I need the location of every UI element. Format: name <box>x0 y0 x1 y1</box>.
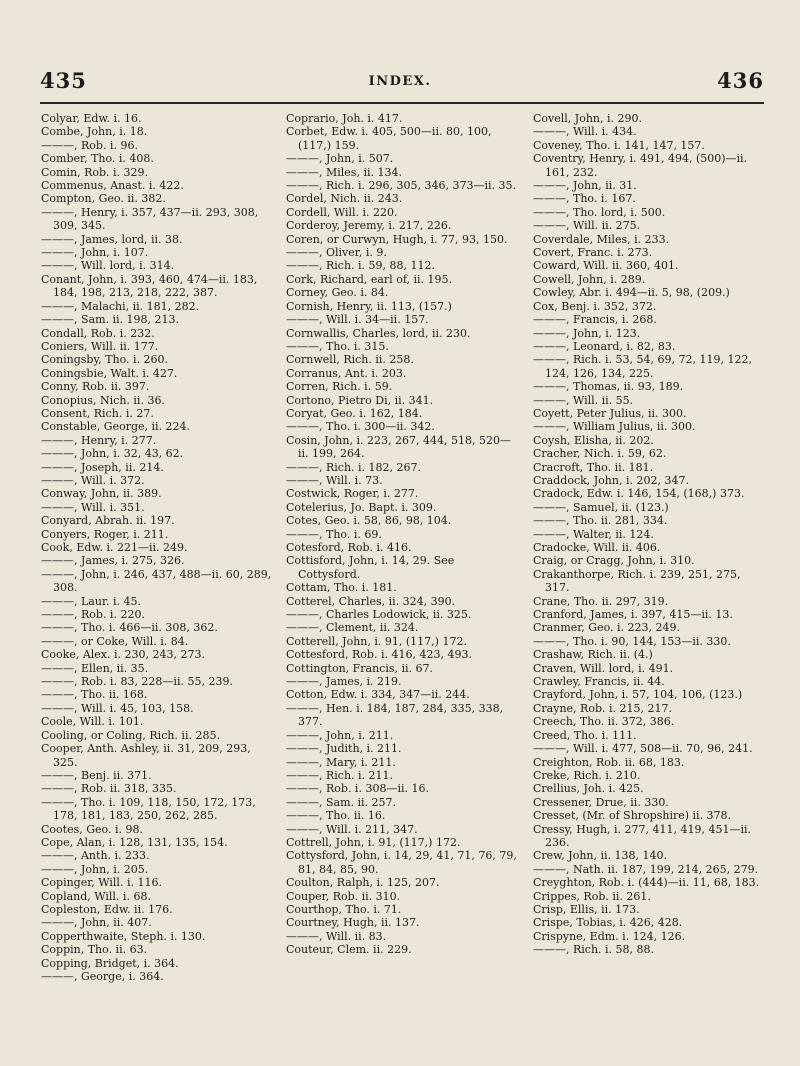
index-entry: ———, Henry, i. 277. <box>41 433 157 447</box>
index-entry: Conopius, Nich. ii. 36. <box>41 393 165 407</box>
index-entry: Cotterell, John, i. 91, (117,) 172. <box>286 634 467 648</box>
index-entry: Covell, John, i. 290. <box>533 112 642 125</box>
index-entry: ———, Francis, i. 268. <box>533 313 657 327</box>
page-header <box>0 68 800 102</box>
index-entry: Combe, John, i. 18. <box>41 125 148 139</box>
index-entry: Cotton, Edw. i. 334, 347—ii. 244. <box>286 688 470 702</box>
index-entry: Crakanthorpe, Rich. i. 239, 251, 275, 317. <box>533 567 741 595</box>
index-entry: Coveney, Tho. i. 141, 147, 157. <box>533 138 705 152</box>
index-entry: ———, Rob. ii. 318, 335. <box>41 782 177 796</box>
index-entry: ———, Tho. i. 109, 118, 150, 172, 173, 178, 181, 183, 250, 262, 285. <box>41 795 256 823</box>
index-entry: Cooling, or Coling, Rich. ii. 285. <box>41 728 220 742</box>
index-entry: ———, Rob. i. 96. <box>41 138 138 152</box>
index-column-1 <box>41 112 273 983</box>
index-entry: Cressy, Hugh, i. 277, 411, 419, 451—ii. 236. <box>533 822 752 849</box>
index-entry: ———, Tho. i. 90, 144, 153—ii. 330. <box>533 634 731 648</box>
index-entry: Conyard, Abrah. ii. 197. <box>41 514 175 528</box>
index-entry: Craddock, John, i. 202, 347. <box>533 473 689 487</box>
index-entry: Cowley, Abr. i. 494—ii. 5, 98, (209.) <box>533 286 730 300</box>
index-entry: Creed, Tho. i. 111. <box>533 728 637 742</box>
index-entry: ———, Tho. i. 315. <box>286 339 389 353</box>
index-entry: ———, George, i. 364. <box>41 970 164 983</box>
index-entry: ———, John, i. 205. <box>41 862 149 876</box>
index-entry: Cooper, Anth. Ashley, ii. 31, 209, 293, 325. <box>41 742 251 769</box>
index-entry: Cotesford, Rob. i. 416. <box>286 541 412 554</box>
index-entry: ———, Laur. i. 45. <box>41 594 141 608</box>
index-entry: Cottysford, John, i. 14, 29, 41, 71, 76, 79, 81, 84, 85, 90. <box>286 849 517 876</box>
index-entry: Cracroft, Tho. ii. 181. <box>533 460 654 474</box>
index-entry: Crawley, Francis, ii. 44. <box>533 675 665 689</box>
index-entry: Compton, Geo. ii. 382. <box>41 192 166 206</box>
index-entry: ———, Joseph, ii. 214. <box>41 460 164 474</box>
index-entry: Coward, Will. ii. 360, 401. <box>533 259 679 273</box>
index-entry: ———, John, ii. 407. <box>41 916 152 930</box>
index-entry: Creighton, Rob. ii. 68, 183. <box>533 755 685 769</box>
index-entry: Coningsbie, Walt. i. 427. <box>41 366 178 380</box>
index-entry: ———, James, lord, ii. 38. <box>41 232 183 246</box>
index-entry: Coniers, Will. ii. 177. <box>41 339 159 353</box>
index-entry: Cotelerius, Jo. Bapt. i. 309. <box>286 500 437 514</box>
index-entry: Coventry, Henry, i. 491, 494, (500)—ii. 161, 232. <box>533 152 748 179</box>
index-entry: ———, Rich. i. 182, 267. <box>286 460 422 474</box>
index-entry: Corney, Geo. i. 84. <box>286 286 389 300</box>
index-entry: ———, Tho. i. 466—ii. 308, 362. <box>41 621 218 635</box>
index-entry: Crisp, Ellis, ii. 173. <box>533 902 640 916</box>
index-entry: ———, John, i. 507. <box>286 152 394 166</box>
index-entry: Cowell, John, i. 289. <box>533 272 646 286</box>
index-entry: ———, Tho. i. 69. <box>286 527 382 541</box>
index-entry: Crew, John, ii. 138, 140. <box>533 849 667 863</box>
index-entry: ———, Will. i. 372. <box>41 473 145 487</box>
running-title: INDEX. <box>368 74 432 89</box>
index-entry: ———, Will. ii. 275. <box>533 219 641 233</box>
index-entry: ———, Sam. ii. 198, 213. <box>41 313 180 327</box>
index-entry: ———, Will. i. 211, 347. <box>286 822 418 836</box>
index-entry: ———, Will. ii. 83. <box>286 929 387 943</box>
index-entry: Crayford, John, i. 57, 104, 106, (123.) <box>533 688 743 702</box>
index-entry: Cornwallis, Charles, lord, ii. 230. <box>286 326 471 340</box>
index-entry: Cottesford, Rob. i. 416, 423, 493. <box>286 648 472 662</box>
index-entry: Craven, Will. lord, i. 491. <box>533 661 674 675</box>
page-number-left: 435 <box>40 68 87 93</box>
index-entry: Coryat, Geo. i. 162, 184. <box>286 406 423 420</box>
index-entry: Crispyne, Edm. i. 124, 126. <box>533 929 686 943</box>
index-entry: ———, John, i. 246, 437, 488—ii. 60, 289, 308. <box>41 567 272 595</box>
index-entry: ———, Judith, i. 211. <box>286 742 402 756</box>
index-entry: Cork, Richard, earl of, ii. 195. <box>286 272 453 286</box>
index-entry: Cotes, Geo. i. 58, 86, 98, 104. <box>286 514 452 528</box>
index-entry: Cotterel, Charles, ii. 324, 390. <box>286 594 456 608</box>
index-entry: Costwick, Roger, i. 277. <box>286 487 419 501</box>
index-entry: ———, Thomas, ii. 93, 189. <box>533 380 684 394</box>
index-entry: Cradock, Edw. i. 146, 154, (168,) 373. <box>533 487 745 501</box>
index-entry: ———, Miles, ii. 134. <box>286 165 402 179</box>
index-entry: Cope, Alan, i. 128, 131, 135, 154. <box>41 835 228 849</box>
index-entry: ———, Ellen, ii. 35. <box>41 661 149 675</box>
header-rule <box>40 102 764 104</box>
index-entry: Crispe, Tobias, i. 426, 428. <box>533 916 683 930</box>
index-entry: ———, Rich. i. 53, 54, 69, 72, 119, 122, 124, 126, 134, 225. <box>533 353 752 380</box>
index-entry: ———, Anth. i. 233. <box>41 849 150 863</box>
index-entry: Coyett, Peter Julius, ii. 300. <box>533 406 687 420</box>
index-entry: ———, Henry, i. 357, 437—ii. 293, 308, 309, 345. <box>41 205 259 233</box>
index-entry: ———, Will. i. 434. <box>533 125 637 139</box>
index-entry: Coppin, Tho. ii. 63. <box>41 943 148 957</box>
index-entry: ———, Will. i. 477, 508—ii. 70, 96, 241. <box>533 742 753 756</box>
index-entry: Creke, Rich. i. 210. <box>533 768 641 782</box>
index-entry: Copping, Bridget, i. 364. <box>41 956 179 970</box>
index-entry: ———, Malachi, ii. 181, 282. <box>41 299 200 313</box>
index-entry: Copperthwaite, Steph. i. 130. <box>41 929 206 943</box>
index-entry: Conant, John, i. 393, 460, 474—ii. 183, 184, 198, 213, 218, 222, 387. <box>41 272 258 300</box>
index-entry: Comber, Tho. i. 408. <box>41 152 154 166</box>
index-entry: Courthop, Tho. i. 71. <box>286 902 402 916</box>
index-entry: Cottrell, John, i. 91, (117,) 172. <box>286 835 461 849</box>
index-entry: ———, John, i. 211. <box>286 728 394 742</box>
index-entry: Cosin, John, i. 223, 267, 444, 518, 520—ii. 199, 264. <box>286 433 511 461</box>
index-entry: Cranmer, Geo. i. 223, 249. <box>533 621 681 635</box>
index-entry: Cox, Benj. i. 352, 372. <box>533 299 657 313</box>
index-entry: Consent, Rich. i. 27. <box>41 406 154 420</box>
index-entry: Conway, John, ii. 389. <box>41 487 162 501</box>
index-entry: Crane, Tho. ii. 297, 319. <box>533 594 669 608</box>
index-entry: ———, Leonard, i. 82, 83. <box>533 339 676 353</box>
index-entry: Corbet, Edw. i. 405, 500—ii. 80, 100, (117,) 159. <box>286 125 492 152</box>
index-entry: ———, Oliver, i. 9. <box>286 246 387 260</box>
index-entry: Crayne, Rob. i. 215, 217. <box>533 701 672 715</box>
index-entry: ———, John, i. 32, 43, 62. <box>41 447 184 461</box>
index-entry: ———, Tho. lord, i. 500. <box>533 205 666 219</box>
index-entry: ———, Rich. i. 211. <box>286 768 394 782</box>
index-entry: Crippes, Rob. ii. 261. <box>533 889 651 903</box>
index-entry: ———, Will. i. 73. <box>286 473 383 487</box>
index-entry: ———, James, i. 275, 326. <box>41 554 185 568</box>
index-entry: Coole, Will. i. 101. <box>41 715 144 729</box>
index-entry: Cranford, James, i. 397, 415—ii. 13. <box>533 608 733 622</box>
index-entry: Coprario, Joh. i. 417. <box>286 112 403 125</box>
index-entry: Cressener, Drue, ii. 330. <box>533 795 669 809</box>
index-entry: Condall, Rob. i. 232. <box>41 326 155 340</box>
index-entry: Copleston, Edw. ii. 176. <box>41 902 173 916</box>
index-entry: Conny, Rob. ii. 397. <box>41 380 150 394</box>
index-entry: ———, Charles Lodowick, ii. 325. <box>286 608 472 622</box>
index-entry: Coningsby, Tho. i. 260. <box>41 353 169 367</box>
index-entry: Covert, Franc. i. 273. <box>533 246 653 260</box>
index-entry: Cortono, Pietro Di, ii. 341. <box>286 393 434 407</box>
index-entry: Cooke, Alex. i. 230, 243, 273. <box>41 648 205 662</box>
index-entry: ———, Tho. ii. 16. <box>286 809 386 823</box>
index-entry: Cottisford, John, i. 14, 29. See Cottysford. <box>286 554 455 581</box>
index-entry: ———, Clement, ii. 324. <box>286 621 419 635</box>
index-entry: Constable, George, ii. 224. <box>41 420 191 434</box>
index-entry: Cradocke, Will. ii. 406. <box>533 541 661 554</box>
index-entry: Cornwell, Rich. ii. 258. <box>286 353 414 367</box>
index-entry: Corderoy, Jeremy, i. 217, 226. <box>286 219 452 233</box>
index-entry: Coverdale, Miles, i. 233. <box>533 232 670 246</box>
index-entry: ———, John, i. 123. <box>533 326 641 340</box>
index-entry: ———, Nath. ii. 187, 199, 214, 265, 279. <box>533 862 759 876</box>
index-entry: Copland, Will. i. 68. <box>41 889 151 903</box>
index-entry: Crashaw, Rich. ii. (4.) <box>533 648 653 662</box>
index-entry: ———, Walter, ii. 124. <box>533 527 654 541</box>
index-entry: ———, Rob. i. 308—ii. 16. <box>286 782 429 796</box>
index-entry: Crellius, Joh. i. 425. <box>533 782 644 796</box>
index-entry: Corren, Rich. i. 59. <box>286 380 393 394</box>
index-entry: Conyers, Roger, i. 211. <box>41 527 169 541</box>
index-column-3 <box>533 112 765 957</box>
index-entry: ———, Rich. i. 296, 305, 346, 373—ii. 35. <box>286 179 517 193</box>
index-entry: Cordell, Will. i. 220. <box>286 205 398 219</box>
index-entry: ———, John, i. 107. <box>41 246 149 260</box>
index-entry: Cootes, Geo. i. 98. <box>41 822 143 836</box>
index-entry: Cracher, Nich. i. 59, 62. <box>533 447 667 461</box>
index-entry: Couper, Rob. ii. 310. <box>286 889 401 903</box>
index-entry: ———, Samuel, ii. (123.) <box>533 500 669 514</box>
index-entry: Cottam, Tho. i. 181. <box>286 581 397 595</box>
index-entry: ———, Sam. ii. 257. <box>286 795 397 809</box>
index-entry: Colyar, Edw. i. 16. <box>41 112 142 125</box>
index-entry: Creyghton, Rob. i. (444)—ii. 11, 68, 183. <box>533 876 760 890</box>
index-entry: ———, Mary, i. 211. <box>286 755 396 769</box>
index-entry: Cordel, Nich. ii. 243. <box>286 192 403 206</box>
index-column-2 <box>286 112 518 957</box>
index-entry: Couteur, Clem. ii. 229. <box>286 943 412 957</box>
index-entry: Creech, Tho. ii. 372, 386. <box>533 715 675 729</box>
index-entry: ———, Will. i. 45, 103, 158. <box>41 701 194 715</box>
index-entry: ———, or Coke, Will. i. 84. <box>41 634 189 648</box>
index-entry: Cottington, Francis, ii. 67. <box>286 661 434 675</box>
index-entry: Comin, Rob. i. 329. <box>41 165 149 179</box>
index-entry: ———, Tho. i. 167. <box>533 192 636 206</box>
index-entry: Copinger, Will. i. 116. <box>41 876 162 890</box>
index-entry: Corranus, Ant. i. 203. <box>286 366 407 380</box>
index-entry: ———, Will. i. 351. <box>41 500 145 514</box>
index-entry: ———, Rob. i. 83, 228—ii. 55, 239. <box>41 675 233 689</box>
index-entry: Coulton, Ralph, i. 125, 207. <box>286 876 440 890</box>
index-entry: ———, William Julius, ii. 300. <box>533 420 696 434</box>
index-entry: ———, Will. i. 34—ii. 157. <box>286 313 429 327</box>
index-entry: ———, Tho. i. 300—ii. 342. <box>286 420 435 434</box>
index-entry: Coren, or Curwyn, Hugh, i. 77, 93, 150. <box>286 232 508 246</box>
index-entry: ———, John, ii. 31. <box>533 179 637 193</box>
index-entry: ———, Tho. ii. 281, 334. <box>533 514 668 528</box>
page-number-right: 436 <box>717 68 764 93</box>
index-entry: ———, Hen. i. 184, 187, 284, 335, 338, 377. <box>286 701 504 729</box>
index-entry: Commenus, Anast. i. 422. <box>41 179 184 193</box>
index-entry: Courtney, Hugh, ii. 137. <box>286 916 420 930</box>
index-entry: ———, Will. lord, i. 314. <box>41 259 175 273</box>
index-entry: ———, Benj. ii. 371. <box>41 768 152 782</box>
index-entry: ———, James, i. 219. <box>286 675 402 689</box>
index-entry: ———, Tho. ii. 168. <box>41 688 148 702</box>
index-entry: Cresset, (Mr. of Shropshire) ii. 378. <box>533 809 732 823</box>
index-entry: ———, Rich. i. 59, 88, 112. <box>286 259 436 273</box>
index-entry: Craig, or Cragg, John, i. 310. <box>533 554 695 568</box>
index-entry: ———, Will. ii. 55. <box>533 393 634 407</box>
index-entry: ———, Rob. i. 220. <box>41 608 145 622</box>
index-entry: Coysh, Elisha, ii. 202. <box>533 433 654 447</box>
index-entry: ———, Rich. i. 58, 88. <box>533 943 655 957</box>
index-entry: Cornish, Henry, ii. 113, (157.) <box>286 299 452 313</box>
index-entry: Cook, Edw. i. 221—ii. 249. <box>41 541 188 554</box>
